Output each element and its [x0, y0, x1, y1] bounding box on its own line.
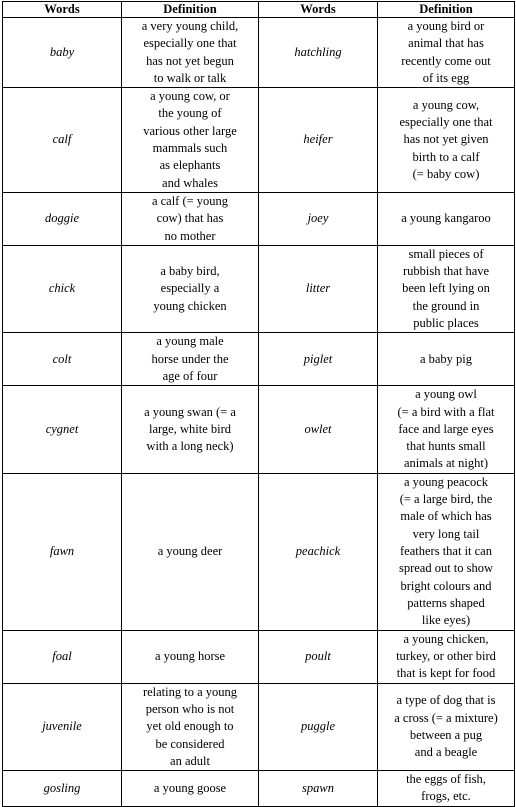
word-cell: juvenile	[3, 683, 122, 770]
word-cell: cygnet	[3, 386, 122, 473]
word-cell: poult	[259, 630, 378, 683]
definition-cell: small pieces of rubbish that have been left lying on the ground in public places	[378, 245, 515, 332]
header-words-1: Words	[3, 2, 122, 18]
definition-cell: a young owl (= a bird with a flat face and large eyes that hunts small animals at night)	[378, 386, 515, 473]
table-row	[3, 333, 515, 386]
definition-cell: a type of dog that is a cross (= a mixture) between a pug and a beagle	[378, 683, 515, 770]
table-row	[3, 88, 515, 193]
word-cell: colt	[3, 333, 122, 386]
definition-cell: a young male horse under the age of four	[122, 333, 259, 386]
table-row	[3, 386, 515, 473]
table-row	[3, 245, 515, 332]
vocabulary-table	[2, 1, 515, 807]
word-cell: heifer	[259, 88, 378, 193]
table-row	[3, 683, 515, 770]
word-cell: spawn	[259, 771, 378, 807]
table-row	[3, 771, 515, 807]
definition-cell: a baby pig	[378, 333, 515, 386]
header-definition-2: Definition	[378, 2, 515, 18]
definition-cell: relating to a young person who is not yet old enough to be considered an adult	[122, 683, 259, 770]
word-cell: joey	[259, 192, 378, 245]
definition-cell: a baby bird, especially a young chicken	[122, 245, 259, 332]
word-cell: peachick	[259, 473, 378, 630]
definition-cell: a young cow, especially one that has not yet given birth to a calf (= baby cow)	[378, 88, 515, 193]
definition-cell: a young bird or animal that has recently come out of its egg	[378, 18, 515, 88]
table-body	[3, 18, 515, 807]
word-cell: puggle	[259, 683, 378, 770]
definition-cell: a young chicken, turkey, or other bird that is kept for food	[378, 630, 515, 683]
definition-cell: a young horse	[122, 630, 259, 683]
definition-cell: a young goose	[122, 771, 259, 807]
word-cell: hatchling	[259, 18, 378, 88]
word-cell: calf	[3, 88, 122, 193]
word-cell: foal	[3, 630, 122, 683]
header-definition-1: Definition	[122, 2, 259, 18]
definition-cell: a very young child, especially one that has not yet begun to walk or talk	[122, 18, 259, 88]
word-cell: baby	[3, 18, 122, 88]
definition-cell: a young cow, or the young of various other large mammals such as elephants and whales	[122, 88, 259, 193]
word-cell: owlet	[259, 386, 378, 473]
header-words-2: Words	[259, 2, 378, 18]
word-cell: doggie	[3, 192, 122, 245]
word-cell: chick	[3, 245, 122, 332]
definition-cell: a young kangaroo	[378, 192, 515, 245]
word-cell: piglet	[259, 333, 378, 386]
word-cell: gosling	[3, 771, 122, 807]
table-row	[3, 18, 515, 88]
definition-cell: a young swan (= a large, white bird with a long neck)	[122, 386, 259, 473]
definition-cell: the eggs of fish, frogs, etc.	[378, 771, 515, 807]
definition-cell: a young deer	[122, 473, 259, 630]
table-row	[3, 192, 515, 245]
header-row	[3, 2, 515, 18]
definition-cell: a young peacock (= a large bird, the male of which has very long tail feathers that it can spread out to show bright colours and patterns shaped like eyes)	[378, 473, 515, 630]
definition-cell: a calf (= young cow) that has no mother	[122, 192, 259, 245]
word-cell: litter	[259, 245, 378, 332]
table-row	[3, 473, 515, 630]
table-row	[3, 630, 515, 683]
word-cell: fawn	[3, 473, 122, 630]
